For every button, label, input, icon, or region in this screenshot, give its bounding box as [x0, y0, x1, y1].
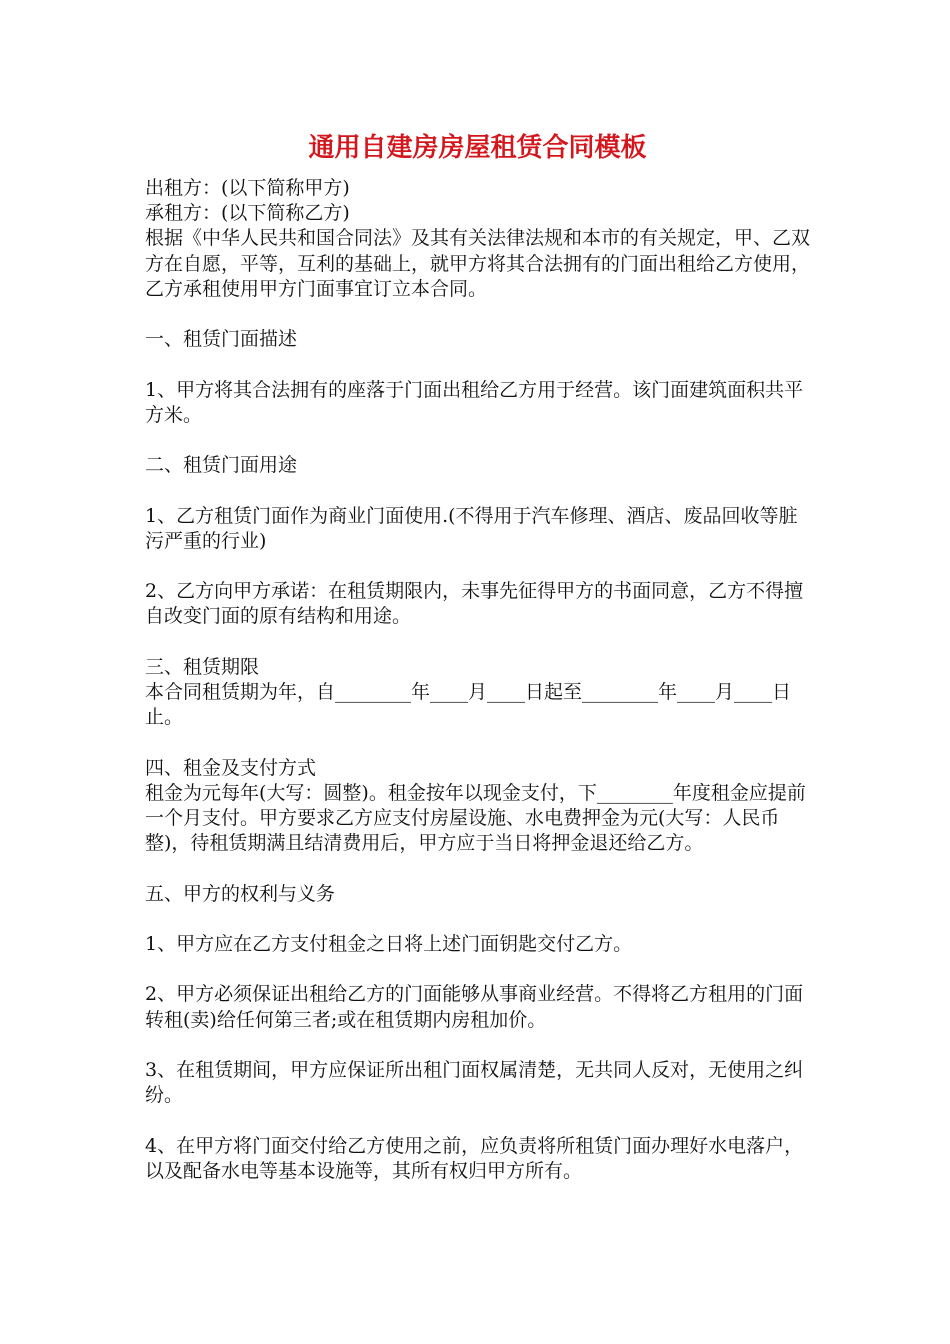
- clause-5-1: 1、甲方应在乙方支付租金之日将上述门面钥匙交付乙方。: [145, 932, 633, 955]
- blank-line: [145, 907, 810, 932]
- clause-5-3: 3、在租赁期间，甲方应保证所出租门面权属清楚，无共同人反对，无使用之纠纷。: [145, 1058, 804, 1107]
- clause-5-4: 4、在甲方将门面交付给乙方使用之前，应负责将所租赁门面办理好水电落户，以及配备水电等基本设施等，其所有权归甲方所有。: [145, 1134, 804, 1182]
- document-page: [145, 128, 810, 1184]
- paragraph-lessee: 承租方：(以下简称乙方): [145, 202, 350, 225]
- blank-line: [145, 554, 810, 579]
- blank-line: [145, 957, 810, 982]
- clause-4-rent: 租金为元每年(大写：圆整)。租金按年以现金支付，下________年度租金应提前一个月支付。甲方要求乙方应支付房屋设施、水电费押金为元(大写：人民币整)，待租赁期满且结清费用后，甲方应于当日将押金退还给乙方。: [145, 781, 806, 855]
- blank-line: [145, 1108, 810, 1133]
- clause-3-term: 本合同租赁期为年，自________年____月____日起至________年____月____日止。: [145, 680, 792, 729]
- blank-line: [145, 730, 810, 755]
- document-title: 通用自建房房屋租赁合同模板: [308, 133, 647, 163]
- clause-2-2: 2、乙方向甲方承诺：在租赁期限内，未事先征得甲方的书面同意，乙方不得擅自改变门面的原有结构和用途。: [145, 580, 804, 628]
- blank-line: [145, 856, 810, 881]
- paragraph-lessor: 出租方：(以下简称甲方): [145, 177, 350, 199]
- section-heading-3: 三、租赁期限: [145, 655, 260, 678]
- blank-line: [145, 630, 810, 655]
- blank-line: [145, 478, 810, 503]
- blank-line: [145, 352, 810, 377]
- clause-5-2: 2、甲方必须保证出租给乙方的门面能够从事商业经营。不得将乙方租用的门面转租(卖)给任何第三者;或在租赁期内房租加价。: [145, 983, 804, 1031]
- blank-line: [145, 302, 810, 327]
- section-heading-5: 五、甲方的权利与义务: [145, 882, 336, 905]
- paragraph-preamble: 根据《中华人民共和国合同法》及其有关法律法规和本市的有关规定，甲、乙双方在自愿，平等，互利的基础上，就甲方将其合法拥有的门面出租给乙方使用，乙方承租使用甲方门面事宜订立本合同。: [145, 227, 811, 300]
- blank-line: [145, 1033, 810, 1058]
- section-heading-2: 二、租赁门面用途: [145, 454, 298, 477]
- section-heading-1: 一、租赁门面描述: [145, 328, 298, 351]
- document-body: [145, 176, 810, 1184]
- section-heading-4: 四、租金及支付方式: [145, 756, 317, 779]
- blank-line: [145, 428, 810, 453]
- clause-2-1: 1、乙方租赁门面作为商业门面使用.(不得用于汽车修理、酒店、废品回收等脏污严重的行业): [145, 504, 798, 552]
- clause-1-1: 1、甲方将其合法拥有的座落于门面出租给乙方用于经营。该门面建筑面积共平方米。: [145, 378, 804, 426]
